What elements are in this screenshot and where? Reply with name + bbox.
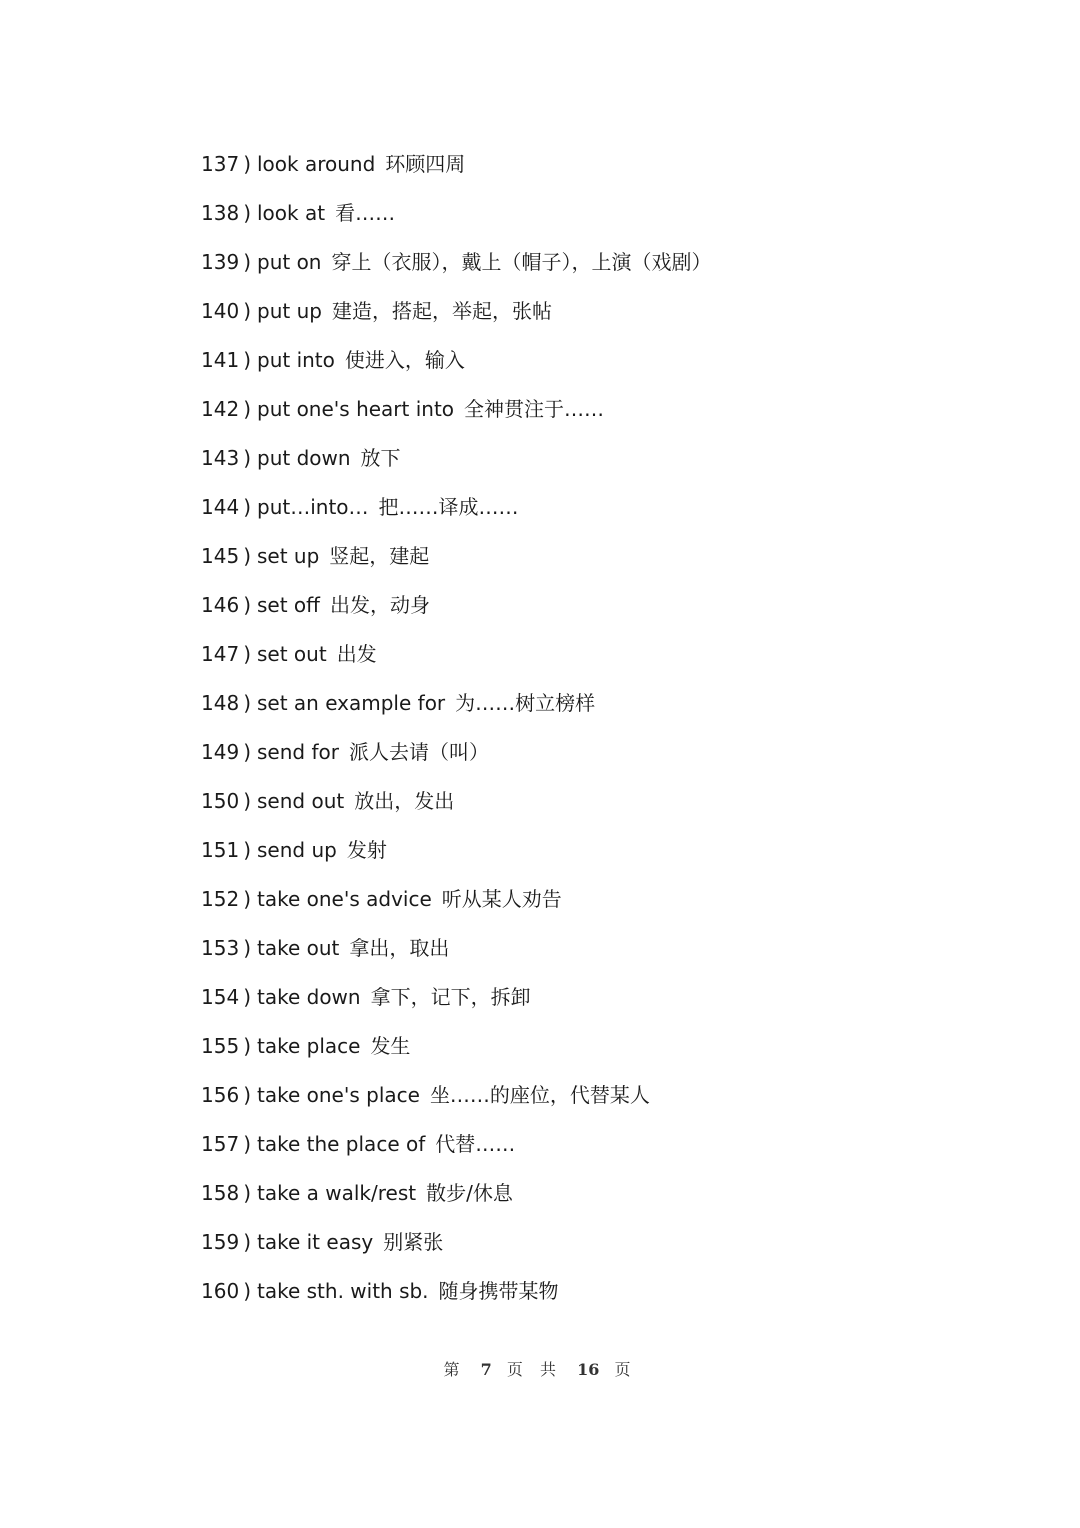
entry-chinese-meaning: 别紧张 [383, 1230, 444, 1254]
entry-chinese-meaning: 把……译成…… [378, 495, 519, 519]
entry-english-phrase: put on [257, 250, 322, 274]
list-item [201, 977, 1001, 1026]
entry-chinese-meaning: 拿出，取出 [349, 936, 450, 960]
list-item [201, 732, 1001, 781]
entry-english-phrase: put one's heart into [257, 397, 455, 421]
entry-chinese-meaning: 穿上（衣服），戴上（帽子），上演（戏剧） [331, 250, 712, 274]
entry-english-phrase: set off [257, 593, 320, 617]
entry-number: 159 [201, 1230, 240, 1254]
entry-number: 155 [201, 1034, 240, 1058]
list-item [201, 634, 1001, 683]
entry-english-phrase: take a walk/rest [257, 1181, 417, 1205]
entry-english-phrase: put up [257, 299, 322, 323]
entry-number: 142 [201, 397, 240, 421]
entry-paren: ) [243, 299, 251, 323]
entry-english-phrase: send up [257, 838, 337, 862]
entry-chinese-meaning: 出发 [336, 642, 377, 666]
entry-paren: ) [243, 1083, 251, 1107]
entry-paren: ) [243, 495, 251, 519]
list-item [201, 1075, 1001, 1124]
entry-chinese-meaning: 听从某人劝告 [441, 887, 562, 911]
entry-number: 154 [201, 985, 240, 1009]
phrase-list [201, 144, 1001, 1320]
entry-number: 140 [201, 299, 240, 323]
entry-english-phrase: take the place of [257, 1132, 426, 1156]
list-item [201, 1124, 1001, 1173]
entry-english-phrase: set an example for [257, 691, 446, 715]
list-item [201, 879, 1001, 928]
entry-chinese-meaning: 全神贯注于…… [464, 397, 605, 421]
entry-chinese-meaning: 出发，动身 [329, 593, 430, 617]
list-item [201, 144, 1001, 193]
entry-english-phrase: send out [257, 789, 345, 813]
entry-chinese-meaning: 散步/休息 [426, 1181, 513, 1205]
entry-paren: ) [243, 887, 251, 911]
entry-english-phrase: put…into… [257, 495, 369, 519]
entry-number: 153 [201, 936, 240, 960]
footer-prefix: 第 [443, 1360, 466, 1379]
entry-number: 147 [201, 642, 240, 666]
entry-chinese-meaning: 派人去请（叫） [348, 740, 489, 764]
footer-total-pages: 16 [577, 1360, 600, 1379]
entry-number: 150 [201, 789, 240, 813]
entry-chinese-meaning: 坐……的座位，代替某人 [429, 1083, 650, 1107]
entry-number: 152 [201, 887, 240, 911]
entry-paren: ) [243, 642, 251, 666]
entry-chinese-meaning: 随身携带某物 [438, 1279, 559, 1303]
entry-paren: ) [243, 740, 251, 764]
footer-middle: 页 共 [506, 1360, 562, 1379]
list-item [201, 1173, 1001, 1222]
entry-paren: ) [243, 201, 251, 225]
entry-chinese-meaning: 使进入，输入 [344, 348, 465, 372]
entry-chinese-meaning: 代替…… [435, 1132, 516, 1156]
entry-english-phrase: take out [257, 936, 340, 960]
entry-english-phrase: put down [257, 446, 351, 470]
entry-chinese-meaning: 为……树立榜样 [455, 691, 596, 715]
entry-paren: ) [243, 397, 251, 421]
entry-english-phrase: take it easy [257, 1230, 374, 1254]
entry-english-phrase: set out [257, 642, 327, 666]
entry-number: 144 [201, 495, 240, 519]
entry-chinese-meaning: 建造，搭起，举起，张帖 [331, 299, 552, 323]
entry-number: 141 [201, 348, 240, 372]
entry-english-phrase: take one's place [257, 1083, 420, 1107]
entry-chinese-meaning: 看…… [335, 201, 396, 225]
footer-suffix: 页 [614, 1360, 637, 1379]
list-item [201, 830, 1001, 879]
entry-chinese-meaning: 放出，发出 [354, 789, 455, 813]
entry-english-phrase: take place [257, 1034, 361, 1058]
entry-english-phrase: take sth. with sb. [257, 1279, 429, 1303]
entry-number: 143 [201, 446, 240, 470]
entry-paren: ) [243, 789, 251, 813]
entry-english-phrase: take down [257, 985, 361, 1009]
entry-chinese-meaning: 竖起，建起 [329, 544, 430, 568]
list-item [201, 340, 1001, 389]
list-item [201, 193, 1001, 242]
page-footer [0, 1357, 1080, 1380]
list-item [201, 291, 1001, 340]
entry-paren: ) [243, 446, 251, 470]
entry-english-phrase: look around [257, 152, 376, 176]
entry-number: 138 [201, 201, 240, 225]
list-item [201, 781, 1001, 830]
footer-page-number: 7 [480, 1360, 492, 1379]
entry-paren: ) [243, 348, 251, 372]
list-item [201, 389, 1001, 438]
list-item [201, 1222, 1001, 1271]
entry-chinese-meaning: 发生 [370, 1034, 411, 1058]
entry-paren: ) [243, 250, 251, 274]
entry-paren: ) [243, 691, 251, 715]
entry-number: 151 [201, 838, 240, 862]
entry-paren: ) [243, 1034, 251, 1058]
entry-paren: ) [243, 1230, 251, 1254]
entry-number: 149 [201, 740, 240, 764]
entry-paren: ) [243, 593, 251, 617]
entry-paren: ) [243, 985, 251, 1009]
entry-number: 146 [201, 593, 240, 617]
entry-english-phrase: look at [257, 201, 326, 225]
entry-english-phrase: put into [257, 348, 335, 372]
entry-number: 148 [201, 691, 240, 715]
entry-paren: ) [243, 1181, 251, 1205]
list-item [201, 242, 1001, 291]
entry-chinese-meaning: 拿下，记下，拆卸 [370, 985, 531, 1009]
entry-number: 157 [201, 1132, 240, 1156]
entry-paren: ) [243, 544, 251, 568]
entry-number: 160 [201, 1279, 240, 1303]
entry-english-phrase: set up [257, 544, 320, 568]
entry-number: 156 [201, 1083, 240, 1107]
entry-number: 137 [201, 152, 240, 176]
list-item [201, 1026, 1001, 1075]
entry-paren: ) [243, 936, 251, 960]
entry-paren: ) [243, 152, 251, 176]
list-item [201, 487, 1001, 536]
entry-english-phrase: send for [257, 740, 339, 764]
entry-english-phrase: take one's advice [257, 887, 432, 911]
entry-paren: ) [243, 1279, 251, 1303]
list-item [201, 536, 1001, 585]
entry-chinese-meaning: 环顾四周 [385, 152, 466, 176]
list-item [201, 683, 1001, 732]
list-item [201, 928, 1001, 977]
entry-number: 158 [201, 1181, 240, 1205]
entry-paren: ) [243, 838, 251, 862]
list-item [201, 585, 1001, 634]
entry-paren: ) [243, 1132, 251, 1156]
entry-number: 145 [201, 544, 240, 568]
entry-number: 139 [201, 250, 240, 274]
list-item [201, 1271, 1001, 1320]
entry-chinese-meaning: 放下 [360, 446, 401, 470]
list-item [201, 438, 1001, 487]
entry-chinese-meaning: 发射 [346, 838, 387, 862]
